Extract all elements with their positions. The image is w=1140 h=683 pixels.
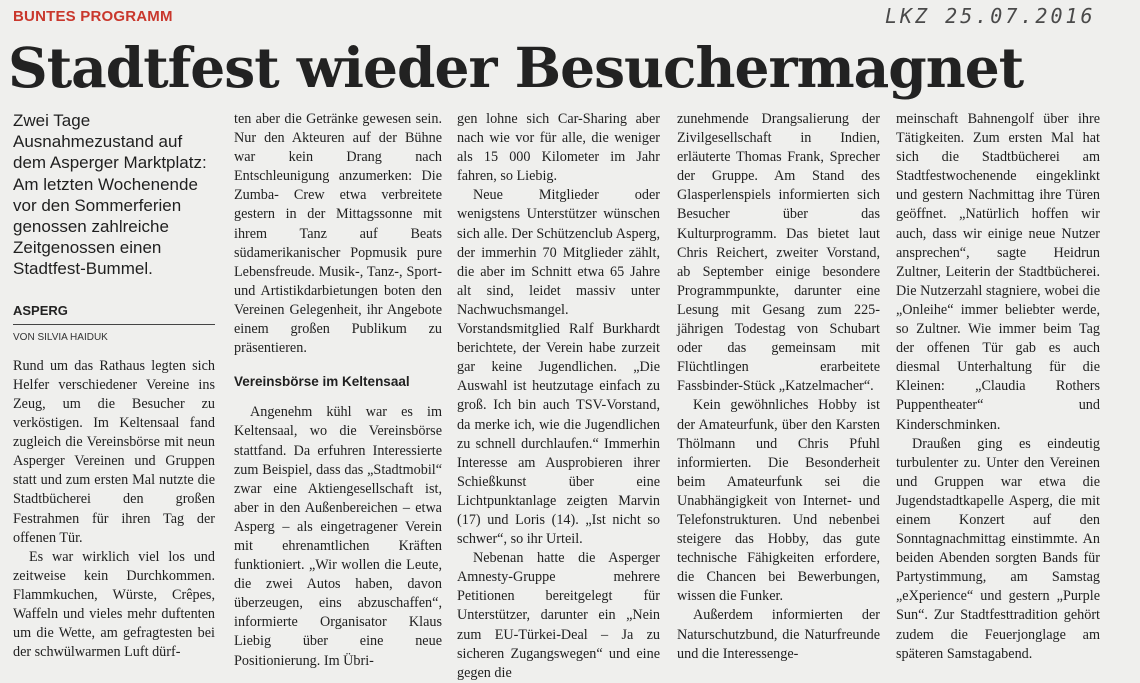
paragraph: Angenehm kühl war es im Keltensaal, wo die Vereinsbörse stattfand. Da erfuhren Interessierte zum Beispiel, dass das „Stadtmobil“ zwar eine Aktiengesellschaft ist, aber in den Außenbereichen – etwa Asperg – als eingetragener Verein mit ehrenamtlichen Kräften funktioniert. „Wir wollen die Leute, die zwei Autos haben, davon überzeugen, eins abzuschaffen“, informierte Organisator Klaus Liebig über eine neue Positionierung. Im Übri- xyxy=(234,404,442,669)
paragraph: Außerdem informierten der Naturschutzbund, die Naturfreunde und die Interessenge- xyxy=(677,607,880,662)
paragraph: Neue Mitglieder oder wenigstens Unterstützer wünschen sich alle. Der Schützenclub Asperg, der immerhin 70 Mitglieder zählt, die aber im Schnitt etwa 65 Jahre alt sind, leidet massiv unter Nachwuchsmangel. Vorstandsmitglied Ralf Burkhardt berichtete, der Verein habe zurzeit gar keine Jugendlichen. „Die Auswahl ist heutzutage einfach zu groß. Ich bin auch TSV-Vorstand, da merke ich, wie die Jugendlichen zu schnell durchlaufen.“ Immerhin Interesse am Ausprobieren ihrer Schießkunst über eine Lichtpunktanlage zeigten Marvin (17) und Loris (14). „Ist nicht so schwer“, so ihr Urteil. xyxy=(457,187,660,548)
intro-teaser xyxy=(13,110,215,280)
dateline: ASPERG xyxy=(13,302,68,318)
paragraph: meinschaft Bahnengolf über ihre Tätigkeiten. Zum ersten Mal hat sich die Stadtbücherei am Stadtfestwochenende eingeklinkt und gestern Nachmittag ihre Türen geöffnet. „Natürlich hoffen wir auch, dass wir einige neue Nutzer ansprechen“, sagte Heidrun Zultner, Leiterin der Stadtbücherei. Die Nutzerzahl stagniere, wobei die „Onleihe“ immer beliebter werde, so Zultner. Wie immer beim Tag der offenen Tür gab es auch diesmal Unterhaltung für die Kleinen: „Claudia Rothers Puppentheater“ und Kinderschminken. xyxy=(896,111,1100,433)
column-4 xyxy=(677,110,880,664)
paragraph: Es war wirklich viel los und zeitweise kein Durchkommen. Flammkuchen, Würste, Crêpes, Waffeln und vieles mehr duftenten um die Wette, am gefragtesten bei der schwülwarmen Luft dürf- xyxy=(13,548,215,661)
column-3 xyxy=(457,110,660,683)
paragraph: Nebenan hatte die Asperger Amnesty-Gruppe mehrere Petitionen bereitgelegt für Unterstützer, darunter ein „Nein zum EU-Türkei-Deal – Ja zu sicheren Zugangswegen“ und eine gegen die xyxy=(457,550,660,681)
paragraph: Rund um das Rathaus legten sich Helfer verschiedener Vereine ins Zeug, um die Besucher zu verköstigen. Im Keltensaal fand zugleich die Vereinsbörse mit neun Asperger Vereinen und Gruppen statt und zum ersten Mal nutzte die Stadtbücherei den großen Festrahmen für ihren Tag der offenen Tür. xyxy=(13,357,215,546)
paragraph: Kein gewöhnliches Hobby ist der Amateurfunk, über den Karsten Thölmann und Chris Pfuhl informierten. Die Besonderheit beim Amateurfunk sei die Unabhängigkeit von Internet- und Telefonstrukturen. Und nebenbei steigere das Hobby, das gute technische Fähigkeiten erfordere, die Chancen bei Bewerbungen, wissen die Funker. xyxy=(677,397,880,605)
author-byline: VON SILVIA HAIDUK xyxy=(13,331,108,343)
paragraph: ten aber die Getränke gewesen sein. Nur den Akteuren auf der Bühne war kein Drang nach Entschleunigung anzumerken: Die Zumba- Crew etwa verbreitete gestern in der Mittagssonne mit ihrem Tanz auf Beats südamerikanischer Popmusik pure Lebensfreude. Musik-, Tanz-, Sport- und Artistikdarbietungen boten den Vereinen Gelegenheit, ihr Angebote einem großen Publikum zu präsentieren. xyxy=(234,111,442,357)
paragraph: Draußen ging es eindeutig turbulenter zu. Unter den Vereinen und Gruppen war etwa die Jugendstadtkapelle Asperg, die mit einem Konzert auf den Sonntagnachmittag einstimmte. An beiden Abenden sorgten Bands für Partystimmung, am Samstag „eXperience“ und gestern „Purple Sun“. Zur Stadtfesttradition gehört zudem die Feuerjonglage am späteren Samstagabend. xyxy=(896,435,1100,662)
paragraph: gen lohne sich Car-Sharing aber nach wie vor für alle, die weniger als 15 000 Kilometer im Jahr fahren, so Liebig. xyxy=(457,111,660,185)
intro-text: Zwei Tage Ausnahmezustand auf dem Asperger Marktplatz: Am letzten Wochenende vor den Sommerferien genossen zahlreiche Zeitgenossen einen Stadtfest-Bummel. xyxy=(13,111,207,279)
column-2 xyxy=(234,110,442,671)
subheading: Vereinsbörse im Keltensaal xyxy=(234,374,410,390)
divider xyxy=(13,324,215,325)
headline: Stadtfest wieder Besuchermagnet xyxy=(8,35,1024,100)
date-stamp: LKZ 25.07.2016 xyxy=(885,4,1096,28)
paragraph: zunehmende Drangsalierung der Zivilgesellschaft in Indien, erläuterte Thomas Frank, Sprecher der Gruppe. Am Stand des Glasperlenspiels informierten sich Besucher über das Kulturprogramm. Das bietet laut Chris Reichert, zweiter Vorstand, ab September einige besondere Programmpunkte, darunter eine Lesung mit Gesang zum 225-jährigen Todestag von Schubart oder das gemeinsam mit Flüchtlingen erarbeitete Fassbinder-Stück „Katzelmacher“. xyxy=(677,111,880,395)
column-1 xyxy=(13,110,215,662)
section-rubric: BUNTES PROGRAMM xyxy=(13,8,173,25)
column-5 xyxy=(896,110,1100,664)
